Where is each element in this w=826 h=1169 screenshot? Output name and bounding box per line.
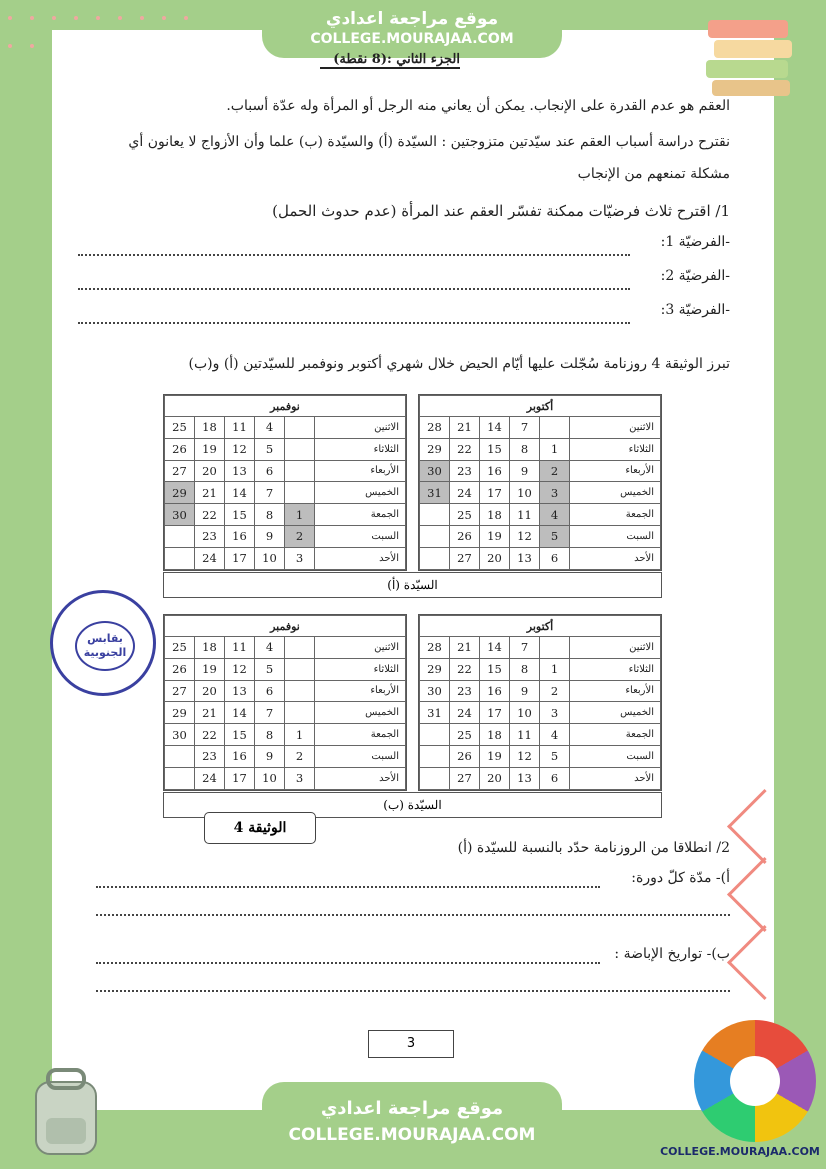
weekday-label: الخميس <box>570 482 661 504</box>
calendar-date-cell: 22 <box>195 504 225 526</box>
calendar-date-cell: 19 <box>480 525 510 547</box>
calendar-date-cell: 2 <box>285 525 315 547</box>
calendar-date-cell: 3 <box>540 702 570 724</box>
calendar-date-cell: 14 <box>225 702 255 724</box>
watermark-site-url: COLLEGE.MOURAJAA.COM <box>310 31 514 47</box>
calendar-date-cell: 23 <box>450 680 480 702</box>
calendar-date-cell: 29 <box>420 438 450 460</box>
question-2a-label: أ)- مدّة كلّ دورة: <box>631 870 730 886</box>
calendar-date-cell: 1 <box>540 438 570 460</box>
calendar-date-cell <box>540 417 570 439</box>
calendar-a-november <box>163 394 407 571</box>
calendar-date-cell: 21 <box>195 702 225 724</box>
weekday-label: الثلاثاء <box>570 658 661 680</box>
weekday-label: الثلاثاء <box>570 438 661 460</box>
calendar-date-cell: 2 <box>540 460 570 482</box>
calendar-date-cell: 5 <box>255 438 285 460</box>
watermark-bottom-url: COLLEGE.MOURAJAA.COM <box>288 1125 536 1145</box>
calendar-date-cell: 2 <box>285 745 315 767</box>
calendar-row <box>165 504 406 526</box>
calendar-date-cell: 19 <box>195 438 225 460</box>
calendar-date-cell <box>420 525 450 547</box>
calendar-a-caption: السيّدة (أ) <box>163 572 662 598</box>
calendar-a-october <box>418 394 662 571</box>
calendar-date-cell: 25 <box>165 417 195 439</box>
calendar-date-cell: 16 <box>225 525 255 547</box>
calendar-date-cell: 30 <box>420 680 450 702</box>
weekday-label: السبت <box>570 745 661 767</box>
calendar-date-cell: 18 <box>480 504 510 526</box>
calendar-date-cell: 12 <box>510 525 540 547</box>
calendar-date-cell: 6 <box>540 547 570 569</box>
calendar-date-cell: 8 <box>510 438 540 460</box>
calendar-table <box>164 615 406 790</box>
calendar-date-cell <box>285 658 315 680</box>
calendar-row <box>420 504 661 526</box>
calendar-date-cell: 12 <box>510 745 540 767</box>
calendar-date-cell: 3 <box>285 767 315 789</box>
backpack-icon <box>20 1060 112 1160</box>
calendar-row <box>165 637 406 659</box>
calendar-date-cell: 21 <box>450 417 480 439</box>
calendar-row <box>420 745 661 767</box>
calendar-date-cell: 30 <box>420 460 450 482</box>
calendar-date-cell: 28 <box>420 417 450 439</box>
calendar-date-cell <box>540 637 570 659</box>
calendar-date-cell: 26 <box>165 658 195 680</box>
calendar-date-cell: 22 <box>450 658 480 680</box>
calendar-date-cell: 7 <box>510 417 540 439</box>
calendar-row <box>420 438 661 460</box>
calendar-date-cell: 13 <box>510 547 540 569</box>
calendar-date-cell: 4 <box>540 724 570 746</box>
weekday-label: الأحد <box>315 767 406 789</box>
calendar-date-cell: 19 <box>480 745 510 767</box>
intro-line-1: العقم هو عدم القدرة على الإنجاب. يمكن أن يعاني منه الرجل أو المرأة وله عدّة أسباب. <box>226 98 730 114</box>
calendar-date-cell: 18 <box>480 724 510 746</box>
calendar-date-cell <box>285 482 315 504</box>
calendar-date-cell: 24 <box>450 482 480 504</box>
calendar-date-cell <box>165 767 195 789</box>
weekday-label: الثلاثاء <box>315 658 406 680</box>
calendar-b-november <box>163 614 407 791</box>
weekday-label: الجمعة <box>570 504 661 526</box>
question-2b-label: ب)- تواريخ الإباضة : <box>614 946 730 962</box>
calendar-date-cell: 10 <box>510 482 540 504</box>
watermark-title-ar: موقع مراجعة اعدادي <box>325 9 499 29</box>
calendar-date-cell: 29 <box>165 702 195 724</box>
hypothesis-1-label: -الفرضيّة 1: <box>660 234 730 250</box>
calendar-row <box>165 724 406 746</box>
calendar-date-cell: 14 <box>480 417 510 439</box>
corner-site-label: COLLEGE.MOURAJAA.COM <box>660 1145 820 1158</box>
calendar-date-cell: 13 <box>510 767 540 789</box>
calendar-date-cell: 20 <box>195 680 225 702</box>
calendar-date-cell: 17 <box>480 702 510 724</box>
calendar-date-cell: 29 <box>420 658 450 680</box>
calendar-date-cell: 8 <box>255 504 285 526</box>
calendar-date-cell: 17 <box>225 767 255 789</box>
page-number: 3 <box>368 1030 454 1058</box>
calendar-row <box>420 525 661 547</box>
weekday-label: الجمعة <box>315 504 406 526</box>
calendar-date-cell: 18 <box>195 417 225 439</box>
calendar-date-cell: 15 <box>480 438 510 460</box>
calendar-date-cell: 11 <box>510 724 540 746</box>
question-2-prompt: 2/ انطلاقا من الروزنامة حدّد بالنسبة للسيّدة (أ) <box>457 840 730 856</box>
calendar-date-cell: 7 <box>510 637 540 659</box>
calendar-date-cell: 9 <box>510 680 540 702</box>
weekday-label: الاثنين <box>315 417 406 439</box>
calendar-date-cell: 24 <box>195 767 225 789</box>
calendar-date-cell: 12 <box>225 658 255 680</box>
calendar-row <box>420 724 661 746</box>
weekday-label: الجمعة <box>315 724 406 746</box>
calendar-date-cell: 4 <box>255 637 285 659</box>
weekday-label: الأربعاء <box>570 680 661 702</box>
calendar-row <box>420 658 661 680</box>
weekday-label: الخميس <box>315 482 406 504</box>
document-4-intro: تبرز الوثيقة 4 روزنامة سُجّلت عليها أيّام الحيض خلال شهري أكتوبر ونوفمبر للسيّدتين (أ) و(ب) <box>188 356 730 372</box>
document-4-label: الوثيقة 4 <box>204 812 316 844</box>
weekday-label: الخميس <box>570 702 661 724</box>
question-1-prompt: 1/ اقترح ثلاث فرضيّات ممكنة تفسّر العقم عند المرأة (عدم حدوث الحمل) <box>272 202 730 220</box>
calendar-date-cell <box>285 680 315 702</box>
question-2b-answer-line-2[interactable] <box>96 990 730 992</box>
school-stamp <box>50 590 156 696</box>
calendar-row <box>420 547 661 569</box>
calendar-date-cell: 27 <box>165 680 195 702</box>
calendar-date-cell: 16 <box>480 460 510 482</box>
calendar-date-cell: 29 <box>165 482 195 504</box>
intro-line-2: نقترح دراسة أسباب العقم عند سيّدتين متزوجتين : السيّدة (أ) والسيّدة (ب) علما وأن الأزواج لا يعانون أي <box>128 134 730 150</box>
calendar-date-cell: 4 <box>540 504 570 526</box>
top-watermark-banner <box>262 0 562 58</box>
calendar-table <box>419 615 661 790</box>
calendar-date-cell: 12 <box>225 438 255 460</box>
question-2a-answer-line-1[interactable] <box>96 886 600 888</box>
calendar-date-cell: 24 <box>450 702 480 724</box>
calendar-date-cell: 6 <box>255 680 285 702</box>
calendar-date-cell: 6 <box>255 460 285 482</box>
calendar-b-caption: السيّدة (ب) <box>163 792 662 818</box>
calendar-date-cell: 1 <box>285 504 315 526</box>
weekday-label: السبت <box>315 525 406 547</box>
stamp-text: بقابس الجنوبية <box>75 621 135 671</box>
calendar-row <box>165 525 406 547</box>
weekday-label: الاثنين <box>570 637 661 659</box>
weekday-label: الأربعاء <box>315 680 406 702</box>
calendar-date-cell: 2 <box>540 680 570 702</box>
hypothesis-1-answer-line[interactable] <box>78 254 630 256</box>
calendar-date-cell <box>420 767 450 789</box>
calendar-date-cell: 11 <box>225 417 255 439</box>
calendar-date-cell <box>285 460 315 482</box>
calendar-date-cell: 15 <box>225 724 255 746</box>
hypothesis-2-label: -الفرضيّة 2: <box>660 268 730 284</box>
calendar-date-cell: 27 <box>450 767 480 789</box>
calendar-date-cell: 3 <box>540 482 570 504</box>
calendar-date-cell <box>420 724 450 746</box>
calendar-date-cell: 1 <box>540 658 570 680</box>
calendar-date-cell: 15 <box>480 658 510 680</box>
calendar-date-cell: 19 <box>195 658 225 680</box>
calendar-date-cell: 11 <box>510 504 540 526</box>
calendar-date-cell: 11 <box>225 637 255 659</box>
month-header: أكتوبر <box>420 616 661 637</box>
calendar-date-cell: 22 <box>195 724 225 746</box>
weekday-label: الثلاثاء <box>315 438 406 460</box>
calendar-date-cell: 26 <box>450 525 480 547</box>
hypothesis-3-label: -الفرضيّة 3: <box>660 302 730 318</box>
calendar-date-cell: 17 <box>225 547 255 569</box>
calendar-date-cell: 9 <box>510 460 540 482</box>
month-header: نوفمبر <box>165 396 406 417</box>
calendar-row <box>420 460 661 482</box>
calendar-date-cell: 5 <box>540 745 570 767</box>
calendar-date-cell: 23 <box>195 745 225 767</box>
calendar-row <box>165 547 406 569</box>
weekday-label: الأحد <box>570 547 661 569</box>
calendar-row <box>165 482 406 504</box>
calendar-date-cell: 9 <box>255 525 285 547</box>
calendar-row <box>420 417 661 439</box>
calendar-date-cell <box>165 745 195 767</box>
calendar-date-cell: 1 <box>285 724 315 746</box>
calendar-date-cell: 10 <box>255 547 285 569</box>
calendar-date-cell: 30 <box>165 504 195 526</box>
calendar-date-cell <box>285 702 315 724</box>
calendar-row <box>165 702 406 724</box>
calendar-date-cell: 25 <box>450 724 480 746</box>
calendar-date-cell: 16 <box>225 745 255 767</box>
weekday-label: الأربعاء <box>315 460 406 482</box>
calendar-date-cell: 23 <box>195 525 225 547</box>
calendar-date-cell: 25 <box>450 504 480 526</box>
calendar-date-cell <box>285 417 315 439</box>
calendar-date-cell: 14 <box>480 637 510 659</box>
weekday-label: الخميس <box>315 702 406 724</box>
watermark-bottom-ar: موقع مراجعة اعدادي <box>320 1098 504 1119</box>
calendar-date-cell: 30 <box>165 724 195 746</box>
calendar-date-cell: 13 <box>225 460 255 482</box>
calendar-date-cell: 8 <box>255 724 285 746</box>
books-icon <box>700 12 800 102</box>
calendar-date-cell: 18 <box>195 637 225 659</box>
weekday-label: الأحد <box>570 767 661 789</box>
calendar-date-cell: 3 <box>285 547 315 569</box>
calendar-date-cell: 27 <box>450 547 480 569</box>
calendar-date-cell: 31 <box>420 482 450 504</box>
calendar-date-cell: 7 <box>255 702 285 724</box>
calendar-date-cell: 24 <box>195 547 225 569</box>
subjects-wheel-icon <box>694 1020 816 1142</box>
calendar-date-cell: 4 <box>255 417 285 439</box>
calendar-date-cell: 5 <box>540 525 570 547</box>
weekday-label: السبت <box>570 525 661 547</box>
calendar-row <box>420 637 661 659</box>
calendar-date-cell: 20 <box>480 767 510 789</box>
hypothesis-3-answer-line[interactable] <box>78 322 630 324</box>
calendar-date-cell: 25 <box>165 637 195 659</box>
calendar-date-cell: 13 <box>225 680 255 702</box>
intro-line-3: مشكلة تمنعهم من الإنجاب <box>577 166 730 182</box>
calendar-row <box>420 767 661 789</box>
calendar-row <box>420 702 661 724</box>
calendar-date-cell <box>420 504 450 526</box>
calendar-b-october <box>418 614 662 791</box>
month-header: أكتوبر <box>420 396 661 417</box>
calendar-row <box>165 438 406 460</box>
hypothesis-2-answer-line[interactable] <box>78 288 630 290</box>
question-2a-answer-line-2[interactable] <box>96 914 730 916</box>
calendar-date-cell: 20 <box>195 460 225 482</box>
calendar-row <box>165 417 406 439</box>
bottom-watermark-banner <box>262 1082 562 1169</box>
question-2b-answer-line-1[interactable] <box>96 962 600 964</box>
calendar-date-cell: 31 <box>420 702 450 724</box>
weekday-label: الاثنين <box>315 637 406 659</box>
part-title: الجزء الثاني :(8 نقطة) <box>320 52 460 69</box>
calendar-date-cell: 5 <box>255 658 285 680</box>
weekday-label: الأحد <box>315 547 406 569</box>
calendar-date-cell <box>285 637 315 659</box>
calendar-date-cell <box>165 547 195 569</box>
calendar-date-cell <box>285 438 315 460</box>
calendar-date-cell <box>165 525 195 547</box>
calendar-row <box>165 658 406 680</box>
month-header: نوفمبر <box>165 616 406 637</box>
calendar-date-cell: 17 <box>480 482 510 504</box>
weekday-label: الجمعة <box>570 724 661 746</box>
calendar-date-cell <box>420 745 450 767</box>
calendar-row <box>420 680 661 702</box>
calendar-date-cell <box>420 547 450 569</box>
calendar-date-cell: 6 <box>540 767 570 789</box>
calendar-date-cell: 27 <box>165 460 195 482</box>
calendar-date-cell: 8 <box>510 658 540 680</box>
calendar-row <box>165 460 406 482</box>
weekday-label: السبت <box>315 745 406 767</box>
calendar-date-cell: 22 <box>450 438 480 460</box>
calendar-date-cell: 9 <box>255 745 285 767</box>
calendar-row <box>165 680 406 702</box>
calendar-date-cell: 14 <box>225 482 255 504</box>
calendar-date-cell: 21 <box>450 637 480 659</box>
calendar-table <box>164 395 406 570</box>
calendar-date-cell: 21 <box>195 482 225 504</box>
calendar-row <box>165 767 406 789</box>
calendar-date-cell: 26 <box>450 745 480 767</box>
calendar-date-cell: 20 <box>480 547 510 569</box>
weekday-label: الاثنين <box>570 417 661 439</box>
weekday-label: الأربعاء <box>570 460 661 482</box>
calendar-date-cell: 23 <box>450 460 480 482</box>
calendar-date-cell: 7 <box>255 482 285 504</box>
calendar-date-cell: 10 <box>510 702 540 724</box>
calendar-date-cell: 28 <box>420 637 450 659</box>
calendar-date-cell: 10 <box>255 767 285 789</box>
calendar-date-cell: 15 <box>225 504 255 526</box>
calendar-row <box>420 482 661 504</box>
calendar-row <box>165 745 406 767</box>
calendar-table <box>419 395 661 570</box>
calendar-date-cell: 26 <box>165 438 195 460</box>
calendar-date-cell: 16 <box>480 680 510 702</box>
